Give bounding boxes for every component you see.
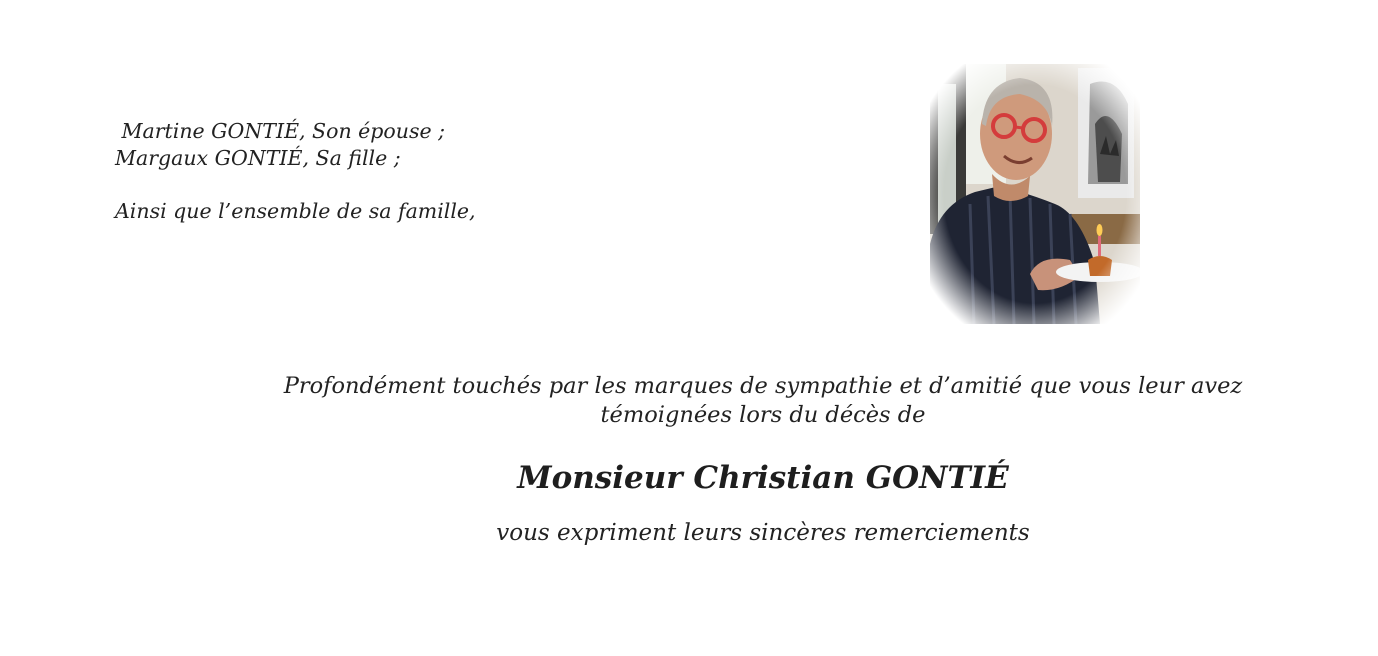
- spacer: [115, 171, 476, 198]
- portrait-photo: [930, 64, 1140, 324]
- signatory-family: Ainsi que l’ensemble de sa famille,: [115, 198, 476, 223]
- message-line-2: témoignées lors du décès de: [600, 402, 926, 428]
- family-signatories: [115, 118, 476, 224]
- message-line-1: Profondément touchés par les marques de sympathie et d’amitié que vous leur avez: [283, 373, 1243, 399]
- closing-thanks: vous expriment leurs sincères remerciements: [496, 520, 1030, 546]
- condolence-message: [262, 372, 1264, 430]
- signatory-wife: Martine GONTIÉ, Son épouse ;: [115, 119, 446, 143]
- signatory-daughter: Margaux GONTIÉ, Sa fille ;: [115, 145, 401, 170]
- deceased-name: Monsieur Christian GONTIÉ: [517, 460, 1009, 496]
- portrait-illustration: [930, 64, 1140, 324]
